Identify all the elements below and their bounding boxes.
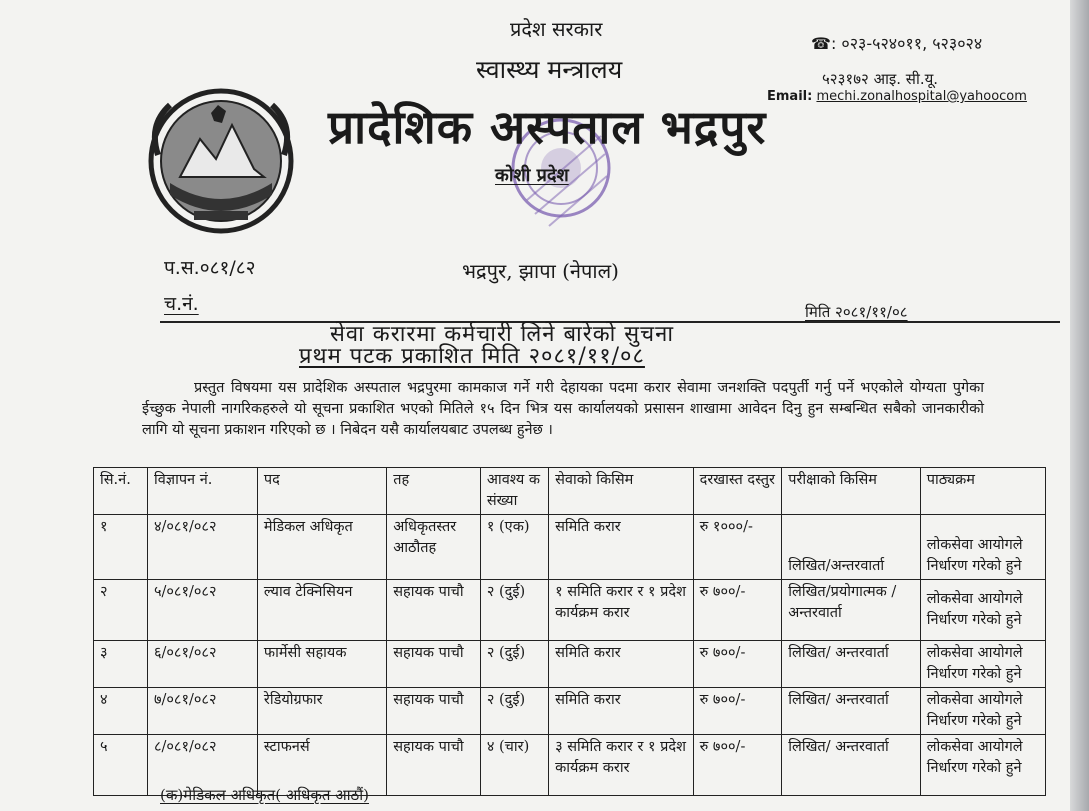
province-name: कोशी प्रदेश <box>495 165 569 186</box>
nepal-government-emblem <box>140 85 302 237</box>
cell-service-type: समिति करार <box>549 641 694 688</box>
cell-service-type: समिति करार <box>549 688 694 735</box>
header-exam-type: परीक्षाको किसिम <box>782 468 920 515</box>
cell-application-fee: रु ७००/- <box>693 580 782 641</box>
header-serial: सि.नं. <box>94 468 148 515</box>
header-service-type: सेवाको किसिम <box>549 468 694 515</box>
phone-contact <box>811 32 982 54</box>
cell-syllabus: लोकसेवा आयोगले निर्धारण गरेको हुने <box>920 735 1045 796</box>
table-header-row <box>94 468 1046 515</box>
cell-application-fee: रु ७००/- <box>693 641 782 688</box>
first-published-date: प्रथम पटक प्रकाशित मिति २०८१/११/०८ <box>299 344 645 369</box>
icu-contact: ५२३१७२ आइ. सी.यू. <box>822 70 939 88</box>
cell-ad-number: ४/०८१/०८२ <box>147 515 257 580</box>
header-post: पद <box>257 468 386 515</box>
notice-title: सेवा करारमा कर्मचारी लिने बारेको सुचना <box>330 322 675 347</box>
cell-application-fee: रु १०००/- <box>693 515 782 580</box>
vacancy-table <box>93 467 1046 796</box>
cell-ad-number: ८/०८१/०८२ <box>147 735 257 796</box>
hospital-name: प्रादेशिक अस्पताल भद्रपुर <box>328 100 767 154</box>
table-row <box>94 688 1046 735</box>
cell-ad-number: ७/०८१/०८२ <box>147 688 257 735</box>
cell-level: सहायक पाचौ <box>387 580 481 641</box>
cell-post: ल्याव टेक्निसियन <box>257 580 386 641</box>
cell-syllabus: लोकसेवा आयोगले निर्धारण गरेको हुने <box>920 641 1045 688</box>
header-level: तह <box>387 468 481 515</box>
header-ad-number: विज्ञापन नं. <box>147 468 257 515</box>
cell-application-fee: रु ७००/- <box>693 688 782 735</box>
cell-exam-type: लिखित/ अन्तरवार्ता <box>782 735 920 796</box>
cell-ad-number: ६/०८१/०८२ <box>147 641 257 688</box>
cell-service-type: ३ समिति करार र १ प्रदेश कार्यक्रम करार <box>549 735 694 796</box>
table-row <box>94 641 1046 688</box>
issue-date: मिति २०८१/११/०८ <box>805 303 908 321</box>
email-contact <box>767 89 1027 104</box>
header-required-count: आवश्य क संख्या <box>480 468 548 515</box>
cell-application-fee: रु ७००/- <box>693 735 782 796</box>
cell-syllabus: लोकसेवा आयोगले निर्धारण गरेको हुने <box>920 580 1045 641</box>
phone-numbers: : ०२३-५२४०११, ५२३०२४ <box>830 34 983 53</box>
cell-required-count: १ (एक) <box>480 515 548 580</box>
section-footnote: (क)मेडिकल अधिकृत( अधिकृत आठौं) <box>160 786 370 804</box>
email-address: mechi.zonalhospital@yahoocom <box>816 89 1027 104</box>
cell-syllabus: लोकसेवा आयोगले निर्धारण गरेको हुने <box>920 515 1045 580</box>
notice-body: प्रस्तुत विषयमा यस प्रादेशिक अस्पताल भद्रपुरमा कामकाज गर्ने गरी देहायका पदमा करार सेवामा जनशक्ति पदपुर्ती गर्नु पर्ने भएकोले योग्यता पुगेका ईच्छुक नेपाली नागरिकहरुले यो सूचना प्रकाशित भएको मितिले १५ दिन भित्र यस कार्यालयको प्रसासन शाखामा आवेदन दिनु हुन सम्बन्धित सबैको जानकारीको लागि यो सूचना प्रकाशन गरिएको छ । निबेदन यसै कार्यालयबाट उपलब्ध हुनेछ । <box>142 380 984 438</box>
cell-required-count: २ (दुई) <box>480 580 548 641</box>
cell-post: रेडियोग्रफार <box>257 688 386 735</box>
cell-exam-type: लिखित/ अन्तरवार्ता <box>782 641 920 688</box>
table-row <box>94 515 1046 580</box>
ministry-name: स्वास्थ्य मन्त्रालय <box>476 55 623 84</box>
cell-post: स्टाफनर्स <box>257 735 386 796</box>
page-edge-shadow <box>1070 0 1089 811</box>
cell-ad-number: ५/०८१/०८२ <box>147 580 257 641</box>
cell-serial: ५ <box>94 735 148 796</box>
cell-required-count: २ (दुई) <box>480 641 548 688</box>
government-name: प्रदेश सरकार <box>510 17 603 41</box>
cell-exam-type: लिखित/ अन्तरवार्ता <box>782 688 920 735</box>
office-location: भद्रपुर, झापा (नेपाल) <box>462 259 619 283</box>
telephone-icon: ☎ <box>811 34 831 53</box>
cell-level: सहायक पाचौ <box>387 688 481 735</box>
cell-level: सहायक पाचौ <box>387 641 481 688</box>
cell-serial: ३ <box>94 641 148 688</box>
cell-service-type: समिति करार <box>549 515 694 580</box>
cell-serial: २ <box>94 580 148 641</box>
cell-service-type: १ समिति करार र १ प्रदेश कार्यक्रम करार <box>549 580 694 641</box>
cell-serial: १ <box>94 515 148 580</box>
cell-syllabus: लोकसेवा आयोगले निर्धारण गरेको हुने <box>920 688 1045 735</box>
cell-required-count: २ (दुई) <box>480 688 548 735</box>
cell-level: अधिकृतस्तर आठौतह <box>387 515 481 580</box>
header-application-fee: दरखास्त दस्तुर <box>693 468 782 515</box>
cell-serial: ४ <box>94 688 148 735</box>
cell-post: मेडिकल अधिकृत <box>257 515 386 580</box>
email-label: Email: <box>767 89 813 104</box>
dispatch-number: च.नं. <box>164 293 199 315</box>
cell-exam-type: लिखित/अन्तरवार्ता <box>782 515 920 580</box>
cell-post: फार्मेसी सहायक <box>257 641 386 688</box>
cell-required-count: ४ (चार) <box>480 735 548 796</box>
cell-level: सहायक पाचौ <box>387 735 481 796</box>
header-syllabus: पाठ्यक्रम <box>920 468 1045 515</box>
cell-exam-type: लिखित/प्रयोगात्मक / अन्तरवार्ता <box>782 580 920 641</box>
reference-number: प.स.०८१/८२ <box>164 257 256 279</box>
table-row <box>94 580 1046 641</box>
